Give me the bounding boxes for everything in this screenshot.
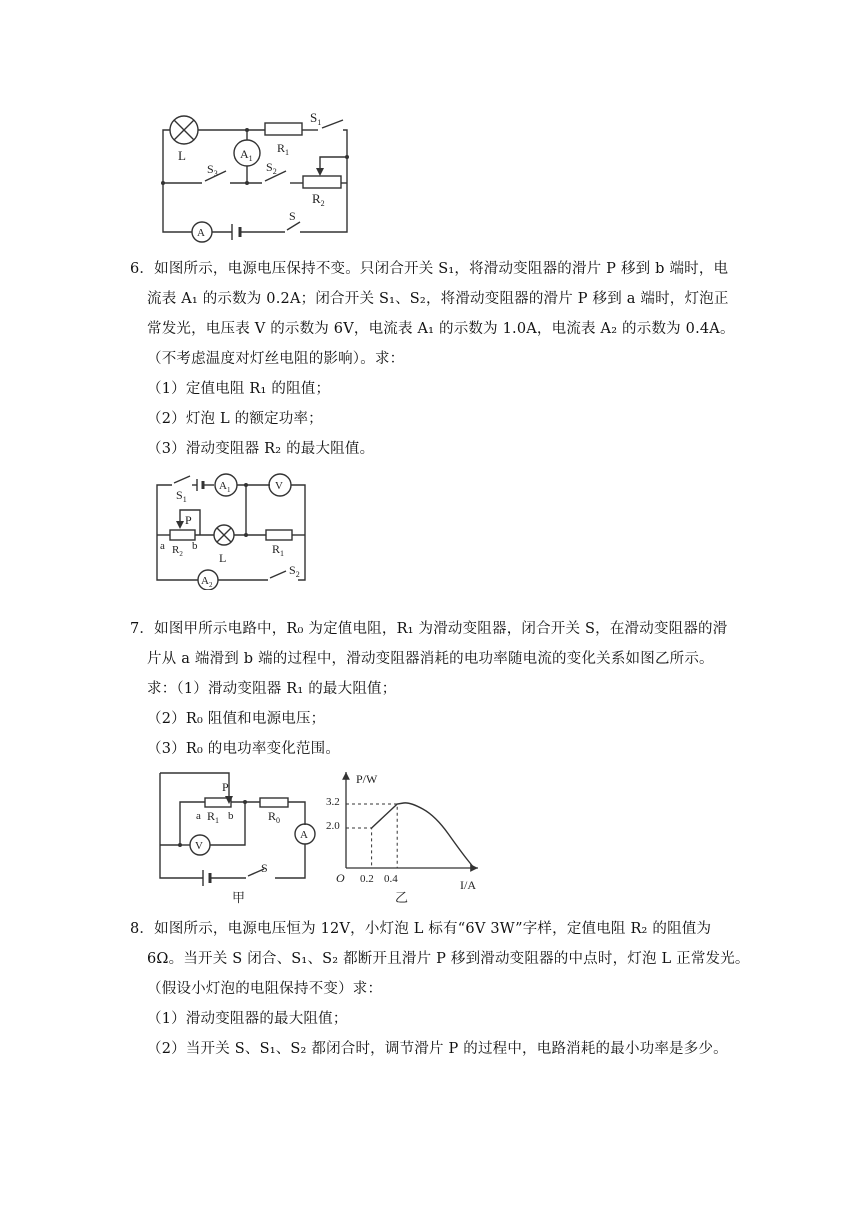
q6-line-2: 流表 A₁ 的示数为 0.2A；闭合开关 S₁、S₂，将滑动变阻器的滑片 P 移到 a 端时，灯泡正 bbox=[147, 291, 729, 307]
figure-caption-yi: 乙 bbox=[395, 890, 409, 905]
label-a: a bbox=[160, 540, 165, 552]
label-p: P bbox=[222, 780, 229, 794]
label-lamp: L bbox=[178, 148, 186, 163]
q8-line-2: 6Ω。当开关 S 闭合、S₁、S₂ 都断开且滑片 P 移到滑动变阻器的中点时，灯泡 L 正常发光。 bbox=[147, 951, 750, 967]
label-b: b bbox=[192, 540, 198, 552]
q7-line-2: 片从 a 端滑到 b 端的过程中，滑动变阻器消耗的电功率随电流的变化关系如图乙所示。 bbox=[147, 651, 714, 667]
label-s3: $S_3$ bbox=[207, 162, 218, 178]
series-line-0 bbox=[372, 803, 474, 868]
q6-line-3: 常发光，电压表 V 的示数为 6V，电流表 A₁ 的示数为 1.0A，电流表 A₂ 的示数为 0.4A。 bbox=[147, 321, 735, 337]
label-a1: $A_1$ bbox=[219, 480, 231, 494]
label-b: b bbox=[228, 810, 234, 822]
label-v: V bbox=[275, 480, 283, 492]
q7-line-1: 7．如图甲所示电路中，R₀ 为定值电阻，R₁ 为滑动变阻器，闭合开关 S，在滑动变阻器的滑 bbox=[130, 621, 728, 637]
rheostat-r2 bbox=[170, 530, 195, 540]
label-a2: $A_2$ bbox=[201, 575, 213, 589]
label-p: P bbox=[185, 513, 192, 527]
label-r2: $R_2$ bbox=[172, 544, 183, 558]
y-tick-label-1: 3.2 bbox=[326, 796, 340, 808]
label-v: V bbox=[195, 840, 203, 852]
guide-line-0 bbox=[346, 828, 372, 868]
chart-guides bbox=[346, 804, 397, 868]
label-s2: $S_2$ bbox=[289, 563, 300, 579]
label-s: S bbox=[289, 209, 296, 223]
label-r1: $R_1$ bbox=[272, 542, 285, 558]
y-tick-label-0: 2.0 bbox=[326, 820, 340, 832]
figure-caption-jia: 甲 bbox=[232, 890, 246, 905]
label-a: a bbox=[196, 810, 201, 822]
label-r0: $R_0$ bbox=[268, 809, 281, 825]
label-a1: $A_1$ bbox=[240, 147, 253, 163]
label-r2: $R_2$ bbox=[312, 191, 325, 208]
power-current-graph bbox=[325, 763, 490, 913]
q6-line-7: （3）滑动变阻器 R₂ 的最大阻值。 bbox=[147, 441, 375, 457]
q6-line-6: （2）灯泡 L 的额定功率； bbox=[147, 411, 323, 427]
resistor-r0 bbox=[260, 798, 288, 807]
q6-line-1: 6．如图所示，电源电压保持不变。只闭合开关 S₁，将滑动变阻器的滑片 P 移到 b 端时，电 bbox=[130, 261, 729, 277]
label-a: A bbox=[197, 227, 205, 239]
q8-line-5: （2）当开关 S、S₁、S₂ 都闭合时，调节滑片 P 的过程中，电路消耗的最小功率是多少。 bbox=[147, 1041, 728, 1057]
q6-line-4: （不考虑温度对灯丝电阻的影响）。求： bbox=[147, 351, 405, 367]
label-s1: $S_1$ bbox=[176, 488, 187, 504]
origin-label: O bbox=[336, 871, 345, 885]
x-tick-label-0: 0.2 bbox=[360, 873, 374, 885]
x-axis-label: I/A bbox=[460, 878, 476, 892]
label-r1: $R_1$ bbox=[277, 141, 290, 157]
label-s1: $S_1$ bbox=[310, 110, 322, 127]
q6-line-5: （1）定值电阻 R₁ 的阻值； bbox=[147, 381, 331, 397]
circuit-figure-q5 bbox=[150, 105, 370, 245]
y-axis-label: P/W bbox=[356, 772, 378, 786]
rheostat-r2 bbox=[303, 176, 341, 188]
label-r1: $R_1$ bbox=[207, 809, 220, 825]
q8-line-3: （假设小灯泡的电阻保持不变）求： bbox=[147, 981, 383, 997]
q7-line-3: 求：（1）滑动变阻器 R₁ 的最大阻值； bbox=[147, 681, 397, 697]
circuit-figure-q7 bbox=[150, 765, 325, 910]
label-lamp: L bbox=[219, 551, 227, 565]
q7-line-4: （2）R₀ 阻值和电源电压； bbox=[147, 711, 326, 727]
lamp-symbol bbox=[170, 116, 198, 144]
label-s2: $S_2$ bbox=[266, 160, 277, 176]
resistor-r1 bbox=[266, 530, 292, 540]
q7-line-5: （3）R₀ 的电功率变化范围。 bbox=[147, 741, 341, 757]
label-ammeter: A bbox=[300, 829, 308, 841]
circuit-figure-q6 bbox=[150, 465, 320, 590]
q8-line-4: （1）滑动变阻器的最大阻值； bbox=[147, 1011, 348, 1027]
label-s: S bbox=[261, 861, 268, 875]
q8-line-1: 8．如图所示，电源电压恒为 12V，小灯泡 L 标有“6V 3W”字样，定值电阻 R₂ 的阻值为 bbox=[130, 921, 712, 937]
resistor-r1 bbox=[265, 123, 302, 135]
x-tick-label-1: 0.4 bbox=[384, 873, 398, 885]
